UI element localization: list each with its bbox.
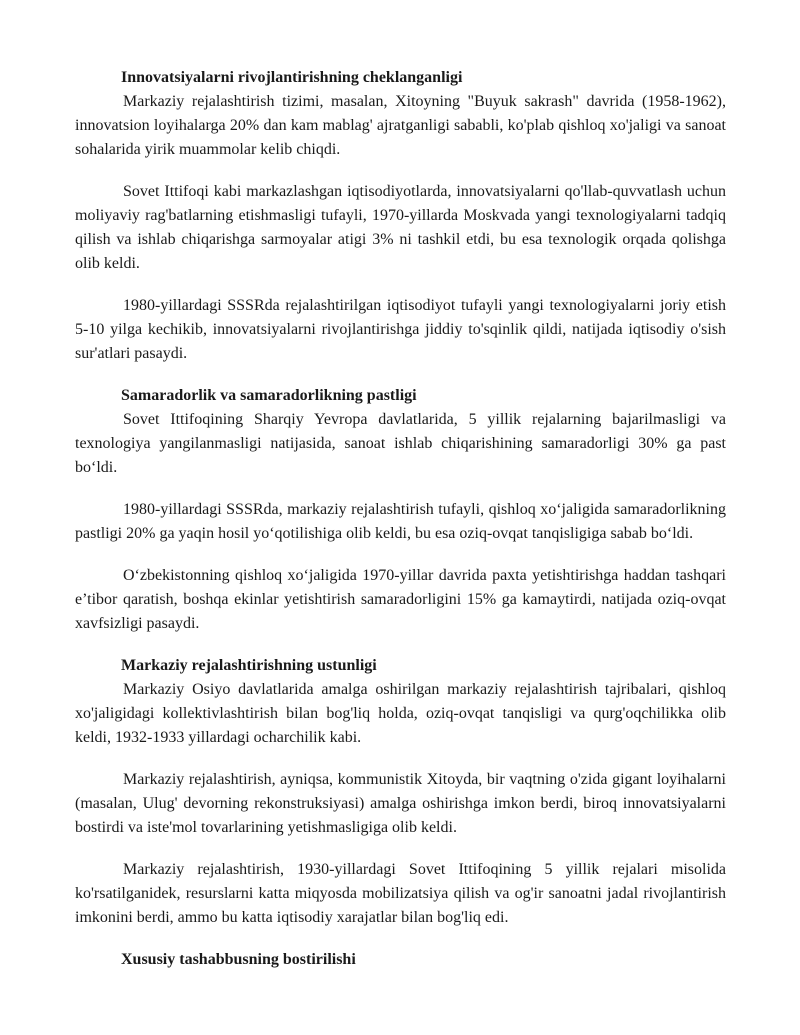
section-heading: Xususiy tashabbusning bostirilishi: [121, 951, 356, 968]
paragraph: Markaziy Osiyo davlatlarida amalga oshirilgan markaziy rejalashtirish tajribalari, qishloq xo'jaligidagi kollektivlashtirish bilan bog'liq holda, oziq-ovqat tanqisligi va qurg'oqchilikka olib keldi, 1932-1933 yillardagi ocharchilik kabi.: [75, 681, 726, 746]
paragraph: 1980-yillardagi SSSRda rejalashtirilgan iqtisodiyot tufayli yangi texnologiyalarni joriy etish 5-10 yilga kechikib, innovatsiyalarni rivojlantirishga jiddiy to'sqinlik qildi, natijada iqtisodiy o'sish sur'atlari pasaydi.: [75, 297, 726, 362]
paragraph: O‘zbekistonning qishloq xo‘jaligida 1970-yillar davrida paxta yetishtirishga haddan tashqari e’tibor qaratish, boshqa ekinlar yetishtirish samaradorligini 15% ga kamaytirdi, natijada oziq-ovqat xavfsizligi pasaydi.: [75, 567, 726, 632]
section-innovation: [75, 66, 726, 366]
section-heading: Innovatsiyalarni rivojlantirishning cheklanganligi: [121, 69, 463, 86]
paragraph: 1980-yillardagi SSSRda, markaziy rejalashtirish tufayli, qishloq xo‘jaligida samaradorlikning pastligi 20% ga yaqin hosil yo‘qotilishiga olib keldi, bu esa oziq-ovqat tanqisligiga sabab bo‘ldi.: [75, 501, 726, 542]
section-private-initiative: [75, 948, 726, 972]
paragraph: Sovet Ittifoqining Sharqiy Yevropa davlatlarida, 5 yillik rejalarning bajarilmasligi va texnologiya yangilanmasligi natijasida, sanoat ishlab chiqarishining samaradorligi 30% ga past bo‘ldi.: [75, 411, 726, 476]
paragraph: Markaziy rejalashtirish, 1930-yillardagi Sovet Ittifoqining 5 yillik rejalari misolida ko'rsatilganidek, resurslarni katta miqyosda mobilizatsiya qilish va og'ir sanoatni jadal rivojlantirish imkonini berdi, ammo bu katta iqtisodiy xarajatlar bilan bog'liq edi.: [75, 861, 726, 926]
paragraph: Markaziy rejalashtirish, ayniqsa, kommunistik Xitoyda, bir vaqtning o'zida gigant loyihalarni (masalan, Ulug' devorning rekonstruksiyasi) amalga oshirishga imkon berdi, biroq innovatsiyalarni bostirdi va iste'mol tovarlarining yetishmasligiga olib keldi.: [75, 771, 726, 836]
paragraph: Markaziy rejalashtirish tizimi, masalan, Xitoyning "Buyuk sakrash" davrida (1958-1962), innovatsion loyihalarga 20% dan kam mablag' ajratganligi sababli, ko'plab qishloq xo'jaligi va sanoat sohalarida yirik muammolar kelib chiqdi.: [75, 93, 726, 158]
document-page: [75, 66, 726, 972]
paragraph: Sovet Ittifoqi kabi markazlashgan iqtisodiyotlarda, innovatsiyalarni qo'llab-quvvatlash uchun moliyaviy rag'batlarning etishmasligi tufayli, 1970-yillarda Moskvada yangi texnologiyalarni tadqiq qilish va ishlab chiqarishga sarmoyalar atigi 3% ni tashkil etdi, bu esa texnologik orqada qolishga olib keldi.: [75, 183, 726, 272]
section-central-planning: [75, 654, 726, 930]
section-efficiency: [75, 384, 726, 636]
section-heading: Markaziy rejalashtirishning ustunligi: [121, 657, 377, 674]
section-heading: Samaradorlik va samaradorlikning pastligi: [121, 387, 417, 404]
